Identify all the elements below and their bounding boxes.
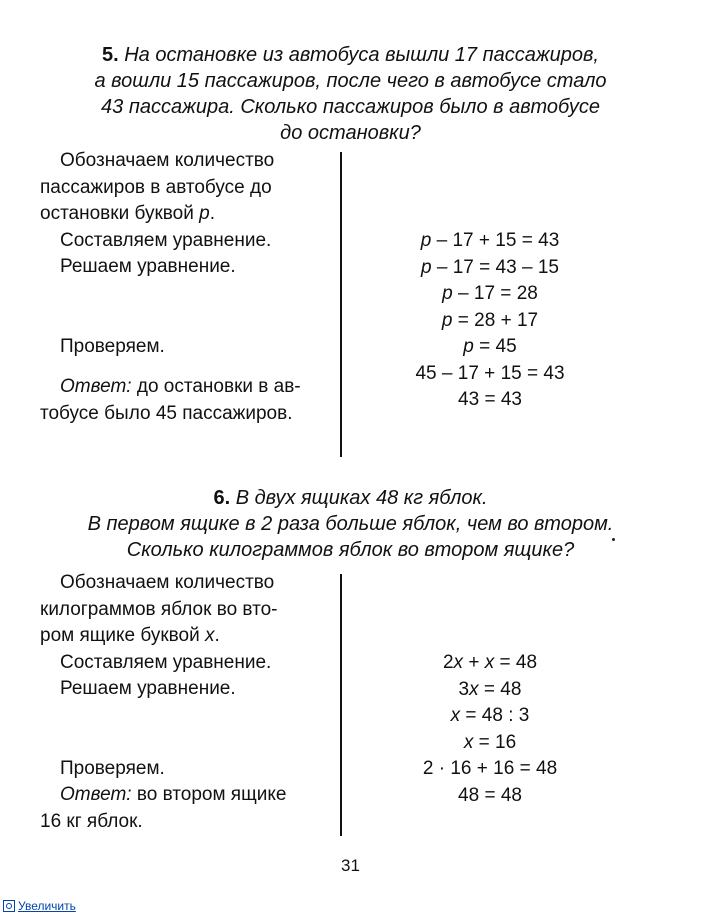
problem6-title-line: В первом ящике в 2 раза больше яблок, чем во втором. xyxy=(87,513,614,535)
equation: x = 16 xyxy=(463,731,517,753)
equation: x = 48 : 3 xyxy=(450,705,530,726)
answer-line: тобусе было 45 пассажиров. xyxy=(40,402,293,424)
equation: p – 17 = 28 xyxy=(442,283,538,304)
problem5-title-line: а вошли 15 пассажиров, после чего в автобусе стало xyxy=(94,70,607,92)
problem6-title xyxy=(0,485,701,563)
problem5-title-line: до остановки? xyxy=(280,122,421,144)
answer-label: Ответ: xyxy=(60,784,132,805)
solve-label: Решаем уравнение. xyxy=(60,678,236,699)
problem6-explanation xyxy=(40,570,330,835)
check-label: Проверяем. xyxy=(60,335,165,357)
compose-label: Составляем уравнение. xyxy=(60,229,272,251)
equation: p – 17 = 43 – 15 xyxy=(421,256,559,278)
designate-line: ром ящике буквой x. xyxy=(40,625,220,646)
solve-label: Решаем уравнение. xyxy=(60,256,236,277)
answer-line xyxy=(40,782,330,809)
equation: 2 · 16 + 16 = 48 xyxy=(422,758,558,779)
variable: p xyxy=(199,203,210,224)
problem6-title-line: В двух ящиках 48 кг яблок. xyxy=(235,487,488,509)
designate-text: ром ящике буквой xyxy=(40,625,200,646)
compose-label: Составляем уравнение. xyxy=(60,651,272,673)
designate-text: остановки буквой xyxy=(40,203,194,224)
equation: p = 45 xyxy=(463,336,517,357)
magnifier-icon xyxy=(3,900,15,912)
problem6-number: 6. xyxy=(213,487,231,509)
variable: x xyxy=(205,625,215,646)
problem5-title-line: 43 пассажира. Сколько пассажиров было в автобусе xyxy=(101,96,600,118)
problem5-title xyxy=(0,42,701,146)
equation: p = 28 + 17 xyxy=(441,309,539,331)
page-number: 31 xyxy=(341,856,360,875)
column-divider xyxy=(340,574,342,836)
equation: 43 = 43 xyxy=(458,389,522,410)
designate-line: остановки буквой p. xyxy=(40,203,215,224)
answer-line xyxy=(40,374,330,401)
designate-line: Обозначаем количество xyxy=(60,572,275,593)
problem6-equations xyxy=(350,650,630,809)
designate-line: Обозначаем количество xyxy=(60,150,275,171)
answer-line: 16 кг яблок. xyxy=(40,810,143,832)
problem5-equations xyxy=(350,228,630,414)
designate-line: пассажиров в автобусе до xyxy=(40,176,272,198)
answer-text: во втором ящике xyxy=(136,784,287,805)
equation: 3x = 48 xyxy=(458,678,522,700)
designate-line: килограммов яблок во вто- xyxy=(40,598,278,620)
equation: 48 = 48 xyxy=(458,784,522,806)
problem5-explanation xyxy=(40,148,330,427)
equation: 2x + x = 48 xyxy=(442,652,538,673)
answer-text: до остановки в ав- xyxy=(136,376,301,397)
problem6-title-line: Сколько килограммов яблок во втором ящике? xyxy=(126,539,575,561)
answer-label: Ответ: xyxy=(60,376,132,397)
zoom-link[interactable] xyxy=(3,899,76,913)
problem5-number: 5. xyxy=(101,44,119,66)
equation: p – 17 + 15 = 43 xyxy=(420,230,560,251)
equation: 45 – 17 + 15 = 43 xyxy=(415,362,565,384)
column-divider xyxy=(340,152,342,457)
problem5-title-line: На остановке из автобуса вышли 17 пассажиров, xyxy=(124,44,599,66)
print-speck xyxy=(612,538,615,541)
check-label: Проверяем. xyxy=(60,757,165,779)
zoom-link-label[interactable]: Увеличить xyxy=(18,899,76,913)
